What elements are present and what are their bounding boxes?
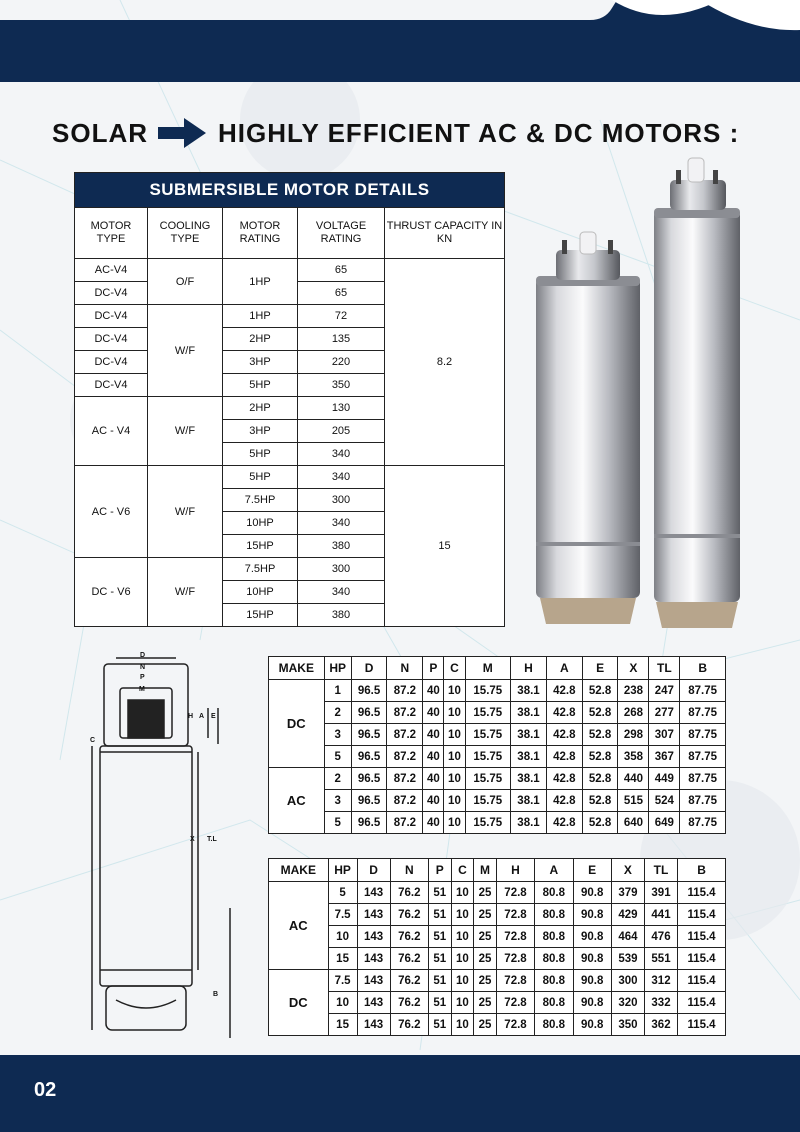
dim-header-x: X (611, 859, 644, 882)
cell-p: 51 (429, 948, 452, 970)
cell-hp: 10 (328, 926, 357, 948)
cell-n: 87.2 (387, 746, 423, 768)
cell-m: 15.75 (465, 746, 511, 768)
cell-motor-type: DC-V4 (75, 351, 148, 374)
table-row (269, 992, 726, 1014)
drawing-label-e: E (211, 713, 216, 720)
cell-cooling-type: W/F (148, 397, 223, 466)
cell-hp: 7.5 (328, 904, 357, 926)
cell-n: 76.2 (390, 1014, 428, 1036)
header-thrust-capacity: THRUST CAPACITY IN KN (385, 208, 505, 259)
dim-header-tl: TL (644, 859, 677, 882)
cell-d: 143 (357, 948, 390, 970)
cell-motor-type: DC-V4 (75, 305, 148, 328)
cell-cooling-type: W/F (148, 558, 223, 627)
cell-a: 42.8 (546, 724, 582, 746)
cell-motor-type: DC-V4 (75, 282, 148, 305)
cell-voltage: 65 (298, 259, 385, 282)
table-row (269, 790, 726, 812)
cell-voltage: 135 (298, 328, 385, 351)
dim-header-make: MAKE (269, 859, 329, 882)
cell-e: 52.8 (582, 812, 618, 834)
dim-header-h: H (496, 859, 534, 882)
cell-voltage: 220 (298, 351, 385, 374)
drawing-label-m: M (139, 686, 145, 693)
header-voltage-rating: VOLTAGE RATING (298, 208, 385, 259)
cell-b: 115.4 (678, 904, 726, 926)
cell-b: 87.75 (680, 724, 726, 746)
cell-n: 87.2 (387, 724, 423, 746)
cell-e: 90.8 (573, 970, 611, 992)
drawing-label-p: P (140, 674, 145, 681)
cell-tl: 307 (649, 724, 680, 746)
cell-x: 298 (618, 724, 649, 746)
cell-x: 440 (618, 768, 649, 790)
cell-hp: 5 (328, 882, 357, 904)
cell-m: 25 (474, 904, 497, 926)
cell-voltage: 205 (298, 420, 385, 443)
dim-header-d: D (351, 657, 387, 680)
dim-header-b: B (678, 859, 726, 882)
cell-cooling-type: O/F (148, 259, 223, 305)
cell-n: 76.2 (390, 926, 428, 948)
cell-a: 42.8 (546, 812, 582, 834)
cell-c: 10 (451, 1014, 474, 1036)
cell-b: 115.4 (678, 948, 726, 970)
cell-tl: 332 (644, 992, 677, 1014)
cell-n: 87.2 (387, 702, 423, 724)
cell-motor-rating: 2HP (223, 397, 298, 420)
table-row (269, 1014, 726, 1036)
cell-b: 115.4 (678, 882, 726, 904)
table-row (269, 724, 726, 746)
dim-header-row (269, 657, 726, 680)
header-band (0, 0, 800, 82)
motor-short (536, 232, 640, 624)
cell-c: 10 (451, 992, 474, 1014)
dim-header-make: MAKE (269, 657, 325, 680)
cell-motor-rating: 1HP (223, 259, 298, 305)
header-motor-type: MOTOR TYPE (75, 208, 148, 259)
dim-header-m: M (474, 859, 497, 882)
cell-h: 38.1 (511, 812, 547, 834)
cell-c: 10 (444, 812, 465, 834)
cell-p: 40 (423, 724, 444, 746)
cell-d: 96.5 (351, 790, 387, 812)
dim-header-h: H (511, 657, 547, 680)
cell-h: 38.1 (511, 702, 547, 724)
heading-solar: SOLAR (52, 118, 148, 148)
table-row (75, 259, 505, 282)
cell-voltage: 130 (298, 397, 385, 420)
cell-p: 51 (429, 1014, 452, 1036)
cell-a: 42.8 (546, 746, 582, 768)
cell-x: 358 (618, 746, 649, 768)
dim-header-p: P (429, 859, 452, 882)
cell-a: 80.8 (535, 1014, 573, 1036)
cell-n: 76.2 (390, 948, 428, 970)
dim-header-a: A (535, 859, 573, 882)
cell-e: 52.8 (582, 680, 618, 702)
cell-d: 143 (357, 926, 390, 948)
cell-a: 80.8 (535, 992, 573, 1014)
cell-hp: 7.5 (328, 970, 357, 992)
cell-c: 10 (444, 746, 465, 768)
dim-header-hp: HP (324, 657, 351, 680)
footer-band (0, 1055, 800, 1132)
cell-voltage: 380 (298, 604, 385, 627)
cell-c: 10 (451, 970, 474, 992)
cell-e: 52.8 (582, 768, 618, 790)
cell-b: 115.4 (678, 1014, 726, 1036)
cell-n: 76.2 (390, 904, 428, 926)
cell-m: 15.75 (465, 724, 511, 746)
motor-dimension-drawing (86, 648, 236, 1048)
table-row (269, 768, 726, 790)
motor-table-title: SUBMERSIBLE MOTOR DETAILS (75, 173, 505, 208)
cell-x: 429 (611, 904, 644, 926)
cell-d: 96.5 (351, 702, 387, 724)
cell-hp: 5 (324, 746, 351, 768)
cell-tl: 476 (644, 926, 677, 948)
cell-motor-rating: 2HP (223, 328, 298, 351)
cell-hp: 1 (324, 680, 351, 702)
cell-m: 15.75 (465, 790, 511, 812)
cell-h: 38.1 (511, 724, 547, 746)
cell-m: 25 (474, 926, 497, 948)
table-row (75, 466, 505, 489)
cell-p: 40 (423, 702, 444, 724)
drawing-label-a: A (199, 713, 205, 720)
cell-m: 25 (474, 970, 497, 992)
table-row (269, 926, 726, 948)
dimension-table-v6 (268, 858, 726, 1036)
cell-thrust: 8.2 (385, 259, 505, 466)
cell-hp: 3 (324, 790, 351, 812)
cell-motor-rating: 10HP (223, 512, 298, 535)
cell-tl: 247 (649, 680, 680, 702)
cell-motor-rating: 10HP (223, 581, 298, 604)
cell-h: 38.1 (511, 680, 547, 702)
cell-x: 268 (618, 702, 649, 724)
cell-h: 72.8 (496, 970, 534, 992)
cell-e: 90.8 (573, 1014, 611, 1036)
table-row (269, 904, 726, 926)
cell-x: 640 (618, 812, 649, 834)
cell-tl: 649 (649, 812, 680, 834)
cell-c: 10 (451, 926, 474, 948)
cell-voltage: 65 (298, 282, 385, 305)
cell-hp: 10 (328, 992, 357, 1014)
cell-a: 80.8 (535, 882, 573, 904)
cell-a: 80.8 (535, 970, 573, 992)
cell-motor-rating: 5HP (223, 466, 298, 489)
drawing-label-n: N (140, 664, 146, 671)
cell-m: 25 (474, 882, 497, 904)
table-row (269, 948, 726, 970)
cell-d: 96.5 (351, 812, 387, 834)
cell-h: 38.1 (511, 746, 547, 768)
cell-hp: 5 (324, 812, 351, 834)
cell-m: 25 (474, 992, 497, 1014)
page-heading (0, 116, 800, 150)
cell-d: 143 (357, 992, 390, 1014)
cell-p: 40 (423, 790, 444, 812)
cell-d: 143 (357, 904, 390, 926)
table-row (269, 970, 726, 992)
cell-hp: 15 (328, 948, 357, 970)
header-motor-rating: MOTOR RATING (223, 208, 298, 259)
cell-hp: 2 (324, 768, 351, 790)
cell-motor-rating: 7.5HP (223, 489, 298, 512)
cell-voltage: 300 (298, 489, 385, 512)
cell-a: 42.8 (546, 768, 582, 790)
cell-tl: 367 (649, 746, 680, 768)
cell-p: 51 (429, 882, 452, 904)
cell-p: 40 (423, 768, 444, 790)
cell-d: 143 (357, 970, 390, 992)
cell-c: 10 (444, 768, 465, 790)
cell-p: 40 (423, 812, 444, 834)
cell-voltage: 340 (298, 512, 385, 535)
cell-voltage: 350 (298, 374, 385, 397)
cell-n: 87.2 (387, 680, 423, 702)
cell-a: 80.8 (535, 926, 573, 948)
cell-p: 51 (429, 992, 452, 1014)
page-number: 02 (34, 1079, 57, 1101)
motor-tall (654, 158, 740, 628)
cell-tl: 524 (649, 790, 680, 812)
cell-h: 72.8 (496, 882, 534, 904)
cell-h: 72.8 (496, 1014, 534, 1036)
motor-product-image (520, 150, 790, 640)
cell-x: 464 (611, 926, 644, 948)
cell-b: 87.75 (680, 702, 726, 724)
cell-tl: 449 (649, 768, 680, 790)
cell-p: 40 (423, 680, 444, 702)
cell-p: 40 (423, 746, 444, 768)
cell-e: 90.8 (573, 904, 611, 926)
cell-e: 90.8 (573, 992, 611, 1014)
cell-p: 51 (429, 904, 452, 926)
cell-m: 25 (474, 948, 497, 970)
cell-m: 15.75 (465, 702, 511, 724)
cell-tl: 312 (644, 970, 677, 992)
cell-d: 96.5 (351, 680, 387, 702)
cell-motor-rating: 5HP (223, 443, 298, 466)
cell-tl: 362 (644, 1014, 677, 1036)
cell-hp: 2 (324, 702, 351, 724)
cell-e: 90.8 (573, 882, 611, 904)
cell-make: DC (269, 680, 325, 768)
cell-hp: 15 (328, 1014, 357, 1036)
cell-c: 10 (444, 680, 465, 702)
cell-n: 76.2 (390, 882, 428, 904)
cell-e: 52.8 (582, 746, 618, 768)
cell-d: 96.5 (351, 746, 387, 768)
dimension-table-v4 (268, 656, 726, 834)
cell-e: 52.8 (582, 702, 618, 724)
cell-b: 87.75 (680, 812, 726, 834)
cell-voltage: 340 (298, 581, 385, 604)
cell-x: 350 (611, 1014, 644, 1036)
dim-header-m: M (465, 657, 511, 680)
cell-h: 72.8 (496, 948, 534, 970)
cell-d: 96.5 (351, 768, 387, 790)
cell-x: 300 (611, 970, 644, 992)
drawing-label-c: C (90, 737, 96, 744)
dim-header-c: C (451, 859, 474, 882)
cell-c: 10 (451, 882, 474, 904)
dim-header-a: A (546, 657, 582, 680)
cell-make: DC (269, 970, 329, 1036)
cell-a: 42.8 (546, 702, 582, 724)
cell-m: 15.75 (465, 768, 511, 790)
cell-motor-type: AC - V4 (75, 397, 148, 466)
cell-e: 90.8 (573, 948, 611, 970)
table-row (269, 882, 726, 904)
drawing-label-tl: T.L (207, 836, 217, 843)
dim-header-c: C (444, 657, 465, 680)
cell-h: 72.8 (496, 926, 534, 948)
cell-p: 51 (429, 926, 452, 948)
cell-x: 539 (611, 948, 644, 970)
cell-thrust: 15 (385, 466, 505, 627)
cell-n: 76.2 (390, 970, 428, 992)
cell-n: 87.2 (387, 790, 423, 812)
cell-m: 25 (474, 1014, 497, 1036)
cell-b: 87.75 (680, 680, 726, 702)
cell-e: 52.8 (582, 724, 618, 746)
cell-p: 51 (429, 970, 452, 992)
cell-h: 38.1 (511, 768, 547, 790)
submersible-motor-table (74, 172, 505, 627)
table-row (269, 746, 726, 768)
cell-d: 143 (357, 1014, 390, 1036)
dim-header-hp: HP (328, 859, 357, 882)
cell-x: 379 (611, 882, 644, 904)
header-cooling-type: COOLING TYPE (148, 208, 223, 259)
cell-motor-type: DC - V6 (75, 558, 148, 627)
dim-header-n: N (387, 657, 423, 680)
dim-header-n: N (390, 859, 428, 882)
cell-motor-type: DC-V4 (75, 328, 148, 351)
cell-motor-rating: 3HP (223, 420, 298, 443)
cell-motor-rating: 15HP (223, 604, 298, 627)
cell-b: 115.4 (678, 992, 726, 1014)
cell-b: 115.4 (678, 926, 726, 948)
cell-n: 87.2 (387, 768, 423, 790)
cell-c: 10 (451, 948, 474, 970)
cell-motor-rating: 5HP (223, 374, 298, 397)
cell-e: 52.8 (582, 790, 618, 812)
cell-c: 10 (451, 904, 474, 926)
cell-c: 10 (444, 724, 465, 746)
dim-header-tl: TL (649, 657, 680, 680)
cell-motor-rating: 3HP (223, 351, 298, 374)
cell-motor-rating: 15HP (223, 535, 298, 558)
cell-make: AC (269, 882, 329, 970)
cell-voltage: 340 (298, 443, 385, 466)
cell-tl: 277 (649, 702, 680, 724)
cell-n: 76.2 (390, 992, 428, 1014)
table-row (269, 702, 726, 724)
cell-hp: 3 (324, 724, 351, 746)
dim-header-e: E (582, 657, 618, 680)
cell-motor-rating: 1HP (223, 305, 298, 328)
cell-motor-type: AC - V6 (75, 466, 148, 558)
dim-header-b: B (680, 657, 726, 680)
drawing-label-x: X (190, 836, 195, 843)
cell-cooling-type: W/F (148, 466, 223, 558)
cell-tl: 391 (644, 882, 677, 904)
cell-voltage: 340 (298, 466, 385, 489)
cell-h: 38.1 (511, 790, 547, 812)
drawing-label-b: B (213, 991, 219, 998)
cell-tl: 441 (644, 904, 677, 926)
cell-voltage: 380 (298, 535, 385, 558)
cell-a: 80.8 (535, 948, 573, 970)
cell-motor-rating: 7.5HP (223, 558, 298, 581)
cell-voltage: 72 (298, 305, 385, 328)
arrow-right-icon (156, 116, 208, 150)
dim-header-row (269, 859, 726, 882)
cell-b: 115.4 (678, 970, 726, 992)
cell-cooling-type: W/F (148, 305, 223, 397)
cell-x: 320 (611, 992, 644, 1014)
dim-header-d: D (357, 859, 390, 882)
cell-voltage: 300 (298, 558, 385, 581)
cell-motor-type: AC-V4 (75, 259, 148, 282)
cell-d: 143 (357, 882, 390, 904)
cell-a: 80.8 (535, 904, 573, 926)
cell-c: 10 (444, 790, 465, 812)
cell-d: 96.5 (351, 724, 387, 746)
table-row (269, 680, 726, 702)
cell-b: 87.75 (680, 768, 726, 790)
cell-x: 238 (618, 680, 649, 702)
cell-h: 72.8 (496, 992, 534, 1014)
cell-m: 15.75 (465, 812, 511, 834)
cell-a: 42.8 (546, 790, 582, 812)
cell-a: 42.8 (546, 680, 582, 702)
cell-b: 87.75 (680, 746, 726, 768)
cell-make: AC (269, 768, 325, 834)
drawing-label-d: D (140, 652, 146, 659)
heading-title: HIGHLY EFFICIENT AC & DC MOTORS : (218, 118, 740, 148)
cell-m: 15.75 (465, 680, 511, 702)
cell-h: 72.8 (496, 904, 534, 926)
cell-motor-type: DC-V4 (75, 374, 148, 397)
drawing-label-h: H (188, 713, 194, 720)
cell-tl: 551 (644, 948, 677, 970)
dim-header-p: P (423, 657, 444, 680)
dim-header-e: E (573, 859, 611, 882)
cell-e: 90.8 (573, 926, 611, 948)
cell-n: 87.2 (387, 812, 423, 834)
cell-x: 515 (618, 790, 649, 812)
cell-c: 10 (444, 702, 465, 724)
table-row (269, 812, 726, 834)
dim-header-x: X (618, 657, 649, 680)
cell-b: 87.75 (680, 790, 726, 812)
